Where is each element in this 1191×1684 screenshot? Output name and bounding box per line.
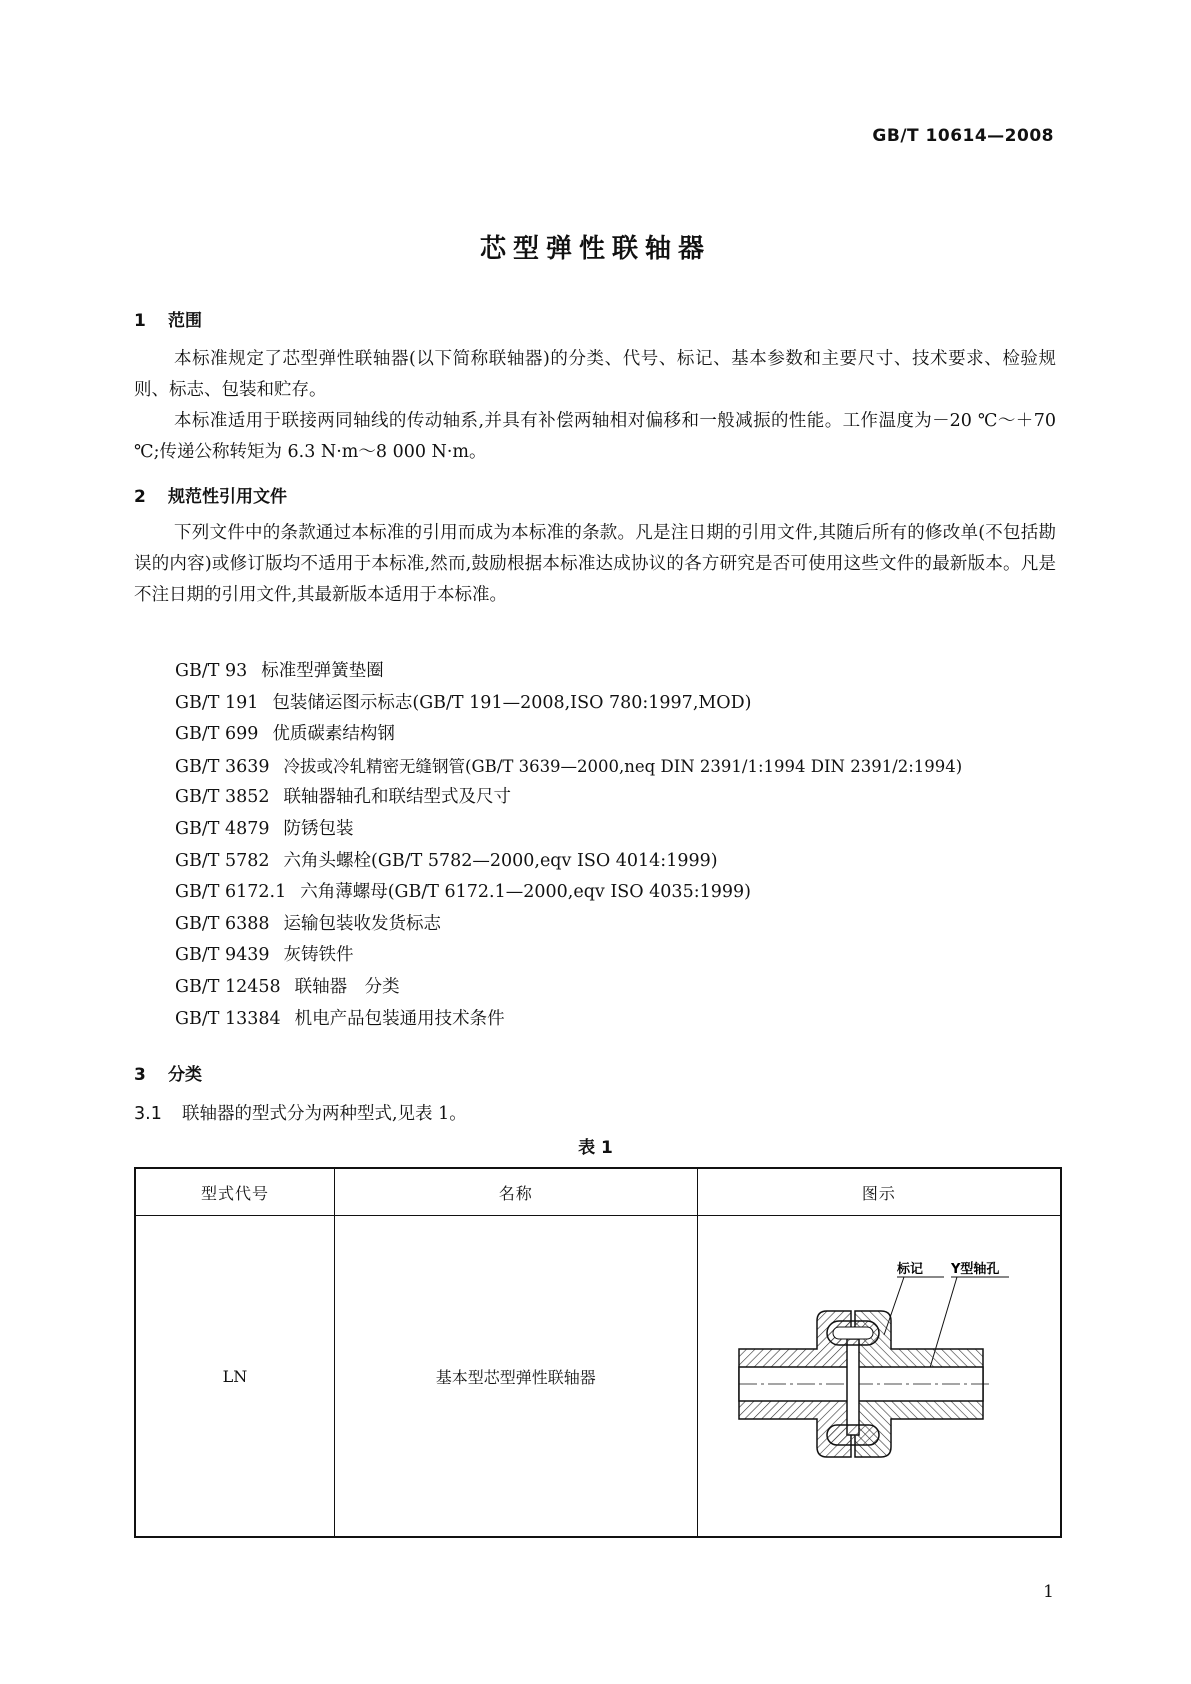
figure-label-bore: Y型轴孔 (950, 1262, 1000, 1277)
reference-item (175, 782, 962, 814)
reference-title: 优质碳素结构钢 (272, 724, 395, 745)
clause-3-1 (134, 1100, 467, 1125)
clause-text: 联轴器的型式分为两种型式,见表 1。 (182, 1104, 467, 1124)
reference-code: GB/T 5782 (175, 850, 270, 871)
section-title: 范围 (168, 311, 202, 331)
section-title: 规范性引用文件 (168, 487, 287, 507)
reference-title: 机电产品包装通用技术条件 (294, 1008, 505, 1029)
reference-item (175, 656, 962, 688)
type-code-cell: LN (135, 1216, 334, 1538)
reference-item (175, 719, 962, 751)
reference-title: 冷拔或冷轧精密无缝钢管(GB/T 3639—2000,neq DIN 2391/1:1994 DIN 2391/2:1994) (283, 756, 963, 776)
reference-item (175, 751, 962, 783)
reference-title: 联轴器轴孔和联结型式及尺寸 (283, 787, 512, 808)
header-type-code: 型式代号 (135, 1168, 334, 1216)
reference-code: GB/T 93 (175, 661, 248, 681)
reference-code: GB/T 9439 (175, 945, 270, 966)
reference-title: 六角薄螺母(GB/T 6172.1—2000,eqv ISO 4035:1999) (300, 882, 751, 903)
reference-title: 标准型弹簧垫圈 (261, 661, 384, 681)
page-title: 芯型弹性联轴器 (479, 234, 711, 264)
section-3-heading (134, 1060, 202, 1085)
reference-title: 灰铸铁件 (283, 945, 354, 966)
reference-code: GB/T 699 (175, 724, 259, 745)
scope-paragraph-2: 本标准适用于联接两同轴线的传动轴系,并具有补偿两轴相对偏移和一般减振的性能。工作温度为－20 ℃～＋70 ℃;传递公称转矩为 6.3 N·m～8 000 N·m。 (134, 411, 1056, 462)
reference-item (175, 1004, 962, 1036)
reference-code: GB/T 3639 (175, 756, 270, 777)
reference-item (175, 688, 962, 720)
figure-label-mark: 标记 (896, 1262, 923, 1277)
reference-code: GB/T 191 (175, 692, 259, 713)
reference-item (175, 972, 962, 1004)
reference-item (175, 877, 962, 909)
section-2-heading (134, 482, 287, 507)
coupling-drawing (729, 1239, 1029, 1509)
reference-item (175, 814, 962, 846)
reference-title: 防锈包装 (283, 818, 354, 839)
elastic-core-bottom (827, 1425, 879, 1445)
header-figure: 图示 (697, 1168, 1061, 1216)
coupling-type-table (134, 1167, 1062, 1538)
reference-item (175, 909, 962, 941)
section-number: 3 (134, 1065, 146, 1085)
section-number: 1 (134, 311, 146, 331)
references-intro: 下列文件中的条款通过本标准的引用而成为本标准的条款。凡是注日期的引用文件,其随后所有的修改单(不包括勘误的内容)或修订版均不适用于本标准,然而,鼓励根据本标准达成协议的各方研究是否可使用这些文件的最新版本。凡是不注日期的引用文件,其最新版本适用于本标准。 (134, 523, 1056, 605)
reference-item (175, 940, 962, 972)
section-1-heading (134, 306, 202, 331)
section-title: 分类 (168, 1065, 202, 1085)
table-caption: 表 1 (578, 1138, 613, 1158)
document-code: GB/T 10614—2008 (872, 126, 1054, 146)
page-number: 1 (1043, 1582, 1054, 1602)
table-row (135, 1216, 1061, 1538)
reference-code: GB/T 3852 (175, 787, 270, 808)
reference-title: 联轴器 分类 (294, 976, 400, 997)
section-number: 2 (134, 487, 146, 507)
reference-code: GB/T 6388 (175, 913, 270, 934)
type-name-cell: 基本型芯型弹性联轴器 (334, 1216, 697, 1538)
reference-code: GB/T 6172.1 (175, 882, 287, 903)
figure-cell (697, 1216, 1061, 1538)
reference-title: 包装储运图示标志(GB/T 191—2008,ISO 780:1997,MOD) (272, 692, 752, 713)
center-pin (847, 1339, 859, 1435)
reference-title: 六角头螺栓(GB/T 5782—2000,eqv ISO 4014:1999) (283, 850, 718, 871)
reference-list (175, 656, 962, 1035)
reference-code: GB/T 12458 (175, 976, 281, 997)
table-header-row (135, 1168, 1061, 1216)
clause-number: 3.1 (134, 1104, 162, 1124)
reference-code: GB/T 13384 (175, 1008, 281, 1029)
reference-code: GB/T 4879 (175, 818, 270, 839)
reference-item (175, 846, 962, 878)
scope-paragraph-1: 本标准规定了芯型弹性联轴器(以下简称联轴器)的分类、代号、标记、基本参数和主要尺寸、技术要求、检验规则、标志、包装和贮存。 (134, 349, 1056, 400)
header-name: 名称 (334, 1168, 697, 1216)
reference-title: 运输包装收发货标志 (283, 913, 442, 934)
